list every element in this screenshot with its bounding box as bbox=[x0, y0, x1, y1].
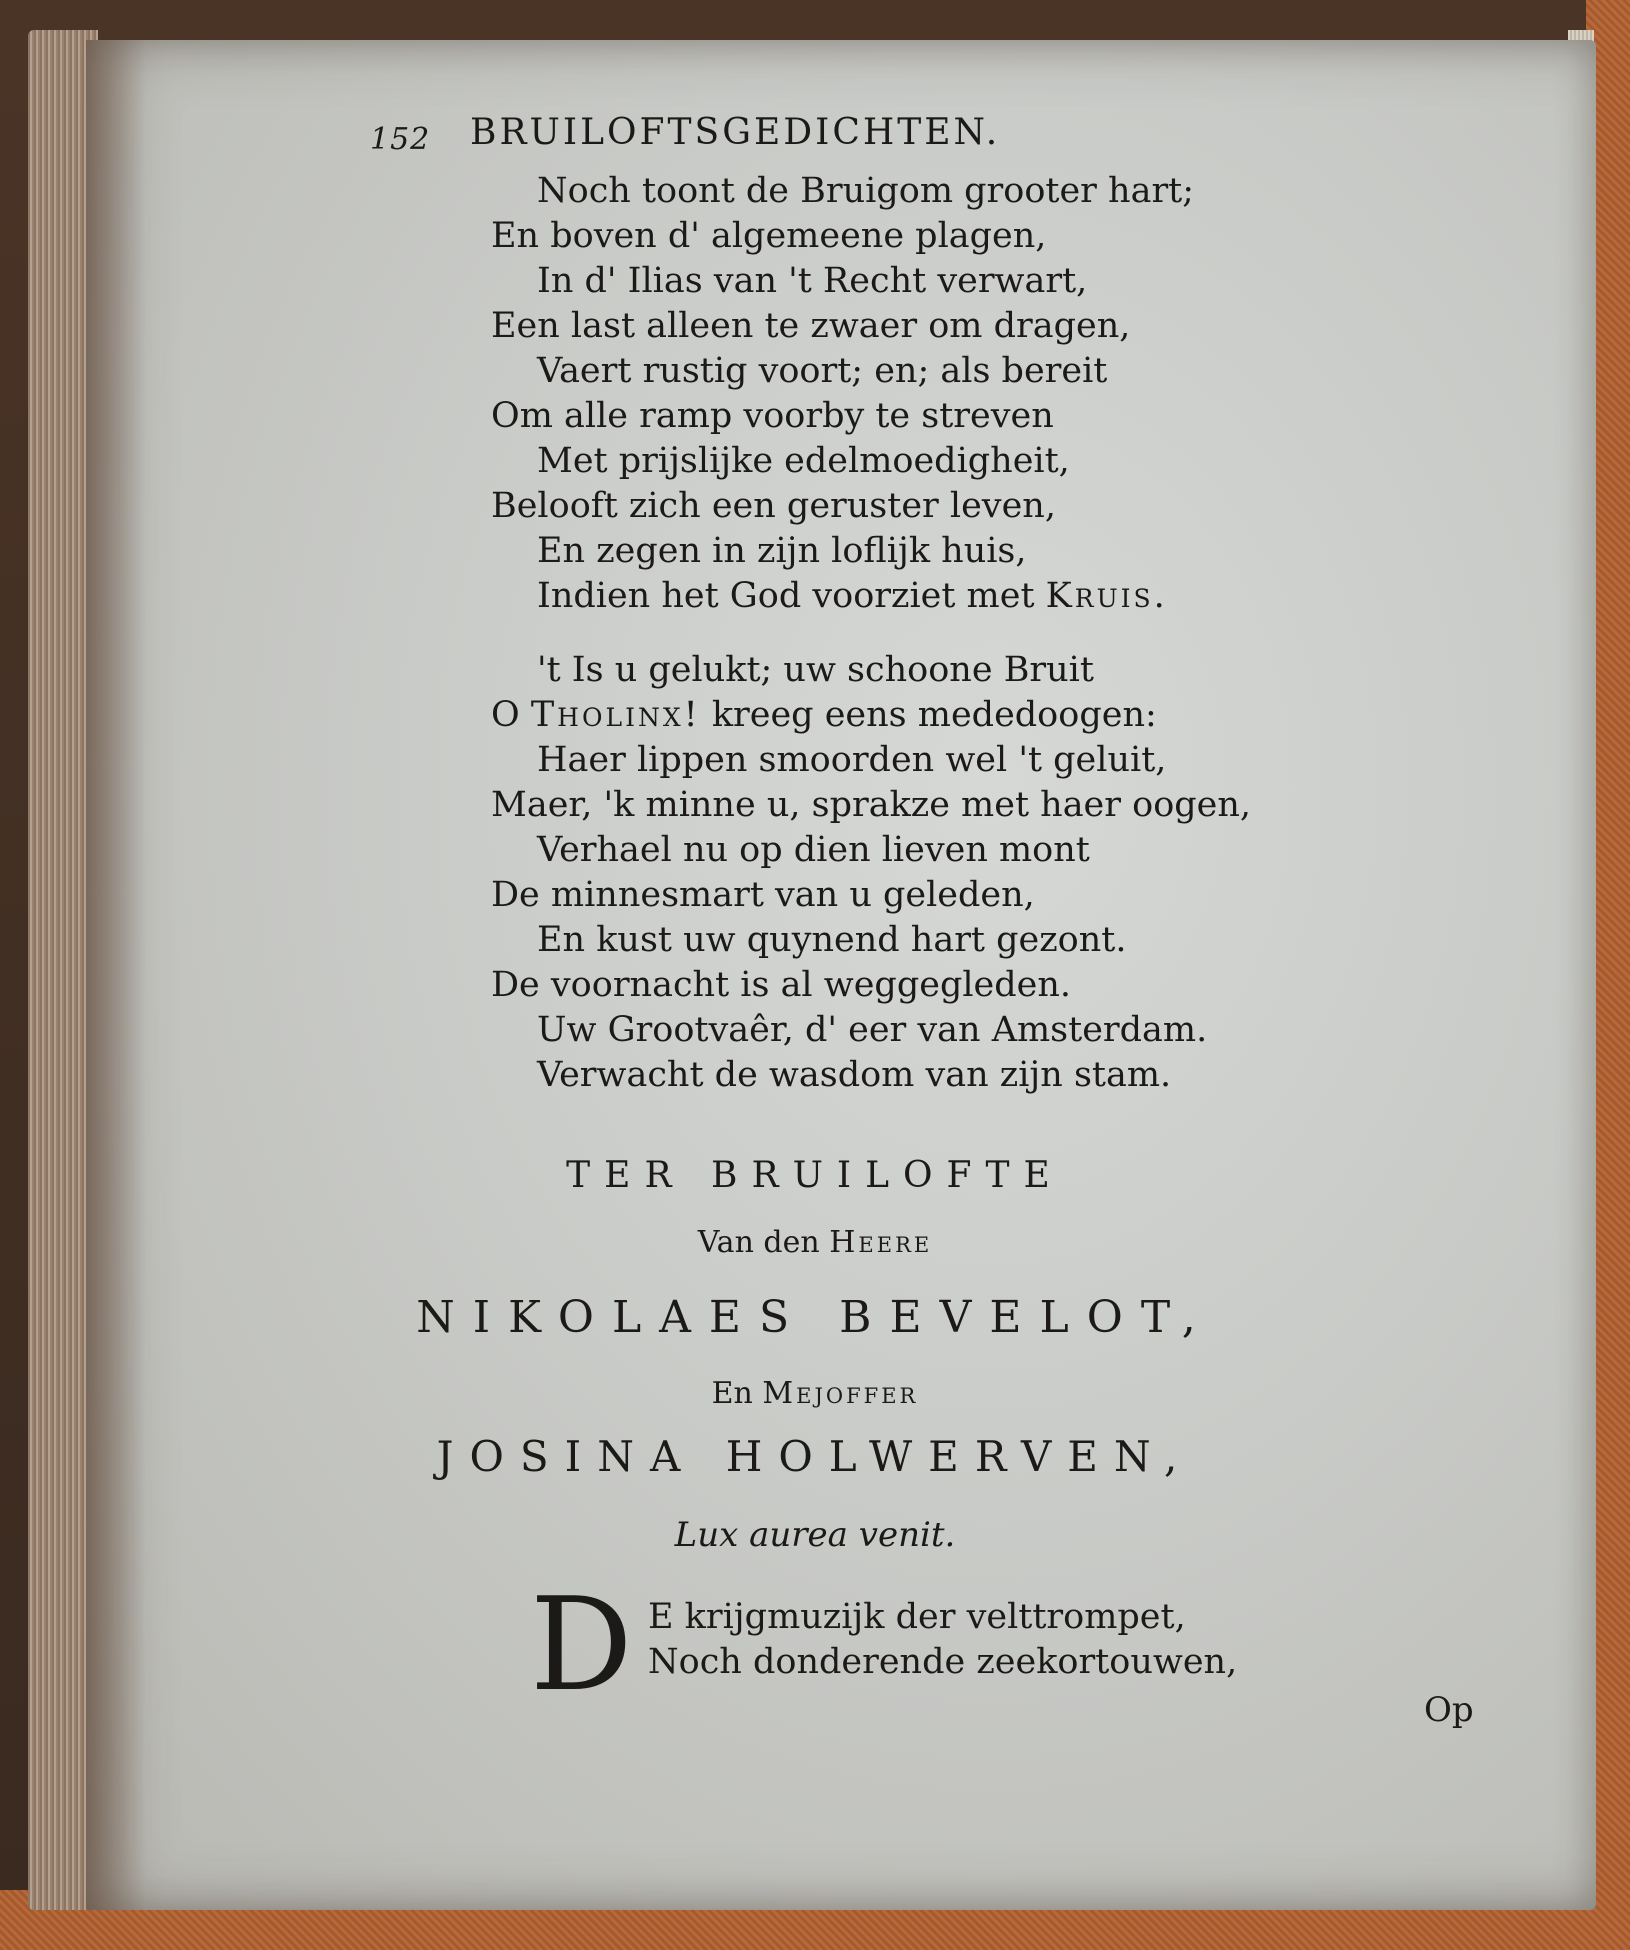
verse-text: Indien het God voorziet met bbox=[537, 576, 1046, 616]
verse-line: De voornacht is al weggegleden. bbox=[491, 965, 1072, 1005]
verse-line: En boven d' algemeene plagen, bbox=[491, 216, 1047, 256]
small-caps-title: Heere bbox=[829, 1225, 933, 1260]
verse-line: E krijgmuzijk der velttrompet, bbox=[648, 1597, 1186, 1637]
verse-line bbox=[491, 695, 1157, 735]
verse-line: Met prijslijke edelmoedigheit, bbox=[537, 441, 1070, 481]
verse-line: Vaert rustig voort; en; als bereit bbox=[537, 351, 1108, 391]
poem-title-line-4 bbox=[0, 1376, 1630, 1411]
verse-line: Verwacht de wasdom van zijn stam. bbox=[537, 1055, 1172, 1095]
verse-line: Belooft zich een geruster leven, bbox=[491, 486, 1056, 526]
small-caps-title: Mejoffer bbox=[762, 1376, 919, 1411]
groom-name: NIKOLAES BEVELOT, bbox=[416, 1292, 1214, 1343]
verse-text: O bbox=[491, 695, 531, 735]
catchword: Op bbox=[1424, 1690, 1474, 1730]
page-number: 152 bbox=[370, 122, 431, 157]
title-text: En bbox=[711, 1376, 763, 1411]
verse-line: En kust uw quynend hart gezont. bbox=[537, 920, 1127, 960]
verse-line: Maer, 'k minne u, sprakze met haer oogen, bbox=[491, 785, 1252, 825]
verse-line: 't Is u gelukt; uw schoone Bruit bbox=[537, 650, 1094, 690]
verse-line: Noch toont de Bruigom grooter hart; bbox=[537, 171, 1195, 211]
poem-title-line-2 bbox=[0, 1225, 1630, 1260]
verse-line: Verhael nu op dien lieven mont bbox=[537, 830, 1090, 870]
verse-line: Een last alleen te zwaer om dragen, bbox=[491, 306, 1131, 346]
verse-line bbox=[537, 576, 1168, 616]
verse-line: Uw Grootvaêr, d' eer van Amsterdam. bbox=[537, 1010, 1208, 1050]
bride-name: JOSINA HOLWERVEN, bbox=[436, 1432, 1194, 1481]
small-caps-word: Kruis. bbox=[1045, 576, 1168, 616]
verse-line: Om alle ramp voorby te streven bbox=[491, 396, 1054, 436]
verse-text: kreeg eens mededoogen: bbox=[700, 695, 1157, 735]
verse-line: In d' Ilias van 't Recht verwart, bbox=[537, 261, 1088, 301]
verse-line: Noch donderende zeekortouwen, bbox=[648, 1642, 1238, 1682]
verse-line: De minnesmart van u geleden, bbox=[491, 875, 1035, 915]
running-head: BRUILOFTSGEDICHTEN. bbox=[470, 112, 1001, 153]
small-caps-name: Tholinx! bbox=[530, 695, 701, 735]
drop-cap: D bbox=[530, 1571, 633, 1720]
verse-line: Haer lippen smoorden wel 't geluit, bbox=[537, 740, 1167, 780]
motto: Lux aurea venit. bbox=[674, 1515, 956, 1555]
verse-line: En zegen in zijn loflijk huis, bbox=[537, 531, 1027, 571]
title-text: Van den bbox=[697, 1225, 830, 1260]
gutter-shadow bbox=[86, 40, 146, 1910]
poem-title-line-1: TER BRUILOFTE bbox=[566, 1155, 1064, 1196]
